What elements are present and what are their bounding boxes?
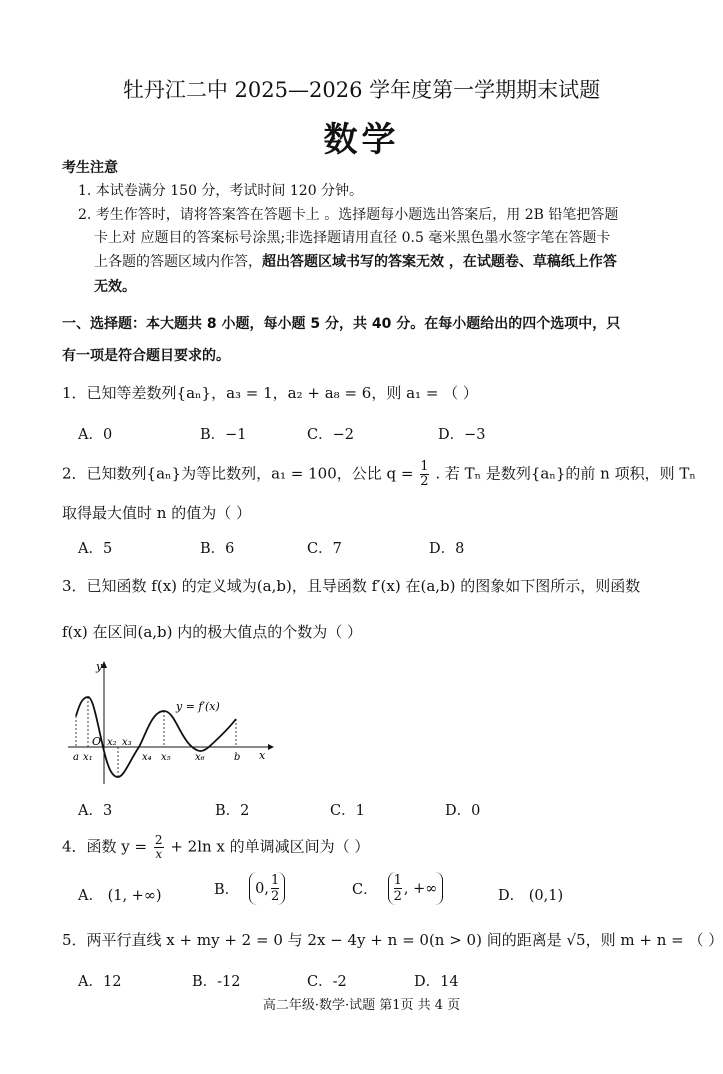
q2-ratio-den: 2 xyxy=(420,474,429,489)
section1-heading-line2: 有一项是符合题目要求的。 xyxy=(62,348,230,364)
q4-option-b-interval xyxy=(249,872,285,905)
notice-item-2-line2: 卡上对 应题目的答案标号涂黑;非选择题请用直径 0.5 毫米黑色墨水签字笔在答题卡 xyxy=(94,230,611,246)
q2-stem-line2: 取得最大值时 n 的值为（ ） xyxy=(62,504,251,522)
q1-option-c: C．−2 xyxy=(307,427,354,443)
derivative-graph xyxy=(62,656,282,786)
notice-item-2-line4: 无效。 xyxy=(94,279,136,295)
q3-stem-line1: 3．已知函数 f(x) 的定义域为(a,b)，且导函数 f′(x) 在(a,b) 的图象如下图所示，则函数 xyxy=(62,577,641,595)
q3-stem-line2: f(x) 在区间(a,b) 内的极大值点的个数为（ ） xyxy=(62,623,363,641)
q4-stem xyxy=(62,834,369,861)
notice-item-1: 1. 本试卷满分 150 分，考试时间 120 分钟。 xyxy=(78,183,364,199)
q4-fraction xyxy=(154,834,164,861)
tick-label-x3: x₃ xyxy=(122,737,132,748)
q3-option-d: D．0 xyxy=(445,803,481,819)
exam-title: 牡丹江二中 2025—2026 学年度第一学期期末试题 xyxy=(122,78,601,102)
q2-option-b: B．6 xyxy=(200,541,235,557)
q4-fraction-den: x xyxy=(155,847,163,861)
q5-option-d: D．14 xyxy=(414,974,459,990)
q2-stem-part2: . 若 Tₙ 是数列{aₙ}的前 n 项积，则 Tₙ xyxy=(435,464,696,483)
section1-heading-line1: 一、选择题：本大题共 8 小题，每小题 5 分，共 40 分。在每小题给出的四个选项中，只 xyxy=(62,316,621,332)
tick-label-b: b xyxy=(234,752,241,763)
q5-option-c: C．-2 xyxy=(307,974,347,990)
q4-option-d: D． (0,1) xyxy=(498,888,564,904)
q5-stem: 5．两平行直线 x + my + 2 = 0 与 2x − 4y + n = 0(n > 0) 间的距离是 √5，则 m + n = （ ） xyxy=(62,931,723,949)
y-axis-label: y xyxy=(96,660,103,673)
q4-fraction-num: 2 xyxy=(154,833,163,847)
notice-heading: 考生注意 xyxy=(62,160,118,176)
tick-label-x2: x₂ xyxy=(107,737,117,748)
q4-option-c-fraction xyxy=(394,873,402,904)
notice-item-2-line3-bold: 超出答题区域书写的答案无效 ，在试题卷、草稿纸上作答 xyxy=(262,254,617,270)
q4-option-c-den: 2 xyxy=(393,889,402,904)
q4-option-b-left: 0, xyxy=(255,880,269,897)
notice-item-2-line3-normal: 上各题的答题区域内作答， xyxy=(94,254,262,270)
q3-option-c: C．1 xyxy=(330,803,365,819)
tick-label-x1: x₁ xyxy=(83,752,93,763)
q4-option-b-fraction xyxy=(271,873,279,904)
q1-option-a: A．0 xyxy=(78,427,113,443)
notice-item-2-line1: 2. 考生作答时，请将答案答在答题卡上 。选择题每小题选出答案后，用 2B 铅笔把答题 xyxy=(78,207,619,223)
page-footer: 高二年级·数学·试题 第1页 共 4 页 xyxy=(262,998,461,1013)
tick-label-x4: x₄ xyxy=(142,752,152,763)
q1-option-b: B．−1 xyxy=(200,427,247,443)
x-axis-arrow xyxy=(268,744,274,750)
q4-option-b-label: B． xyxy=(214,882,240,898)
q3-option-a: A．3 xyxy=(78,803,113,819)
q4-option-b-num: 1 xyxy=(271,873,280,888)
q4-option-c-label: C． xyxy=(352,882,378,898)
q1-option-d: D．−3 xyxy=(438,427,486,443)
tick-label-x6: x₆ xyxy=(195,752,205,763)
q4-option-b xyxy=(214,872,285,905)
q4-stem-part2: + 2ln x 的单调减区间为（ ） xyxy=(170,837,370,856)
q1-stem: 1．已知等差数列{aₙ}，a₃ = 1，a₂ + a₈ = 6，则 a₁ = （ ） xyxy=(62,384,478,402)
origin-label: O xyxy=(92,735,102,748)
q2-ratio-num: 1 xyxy=(420,459,429,474)
q2-ratio-fraction xyxy=(420,460,428,489)
q4-option-c-right: , +∞ xyxy=(403,880,438,897)
q4-option-c-num: 1 xyxy=(393,873,402,888)
subject-title: 数学 xyxy=(323,120,400,160)
q4-option-c xyxy=(352,872,443,905)
q2-option-d: D．8 xyxy=(429,541,465,557)
q4-stem-part1: 4．函数 y = xyxy=(62,837,148,856)
q4-option-b-den: 2 xyxy=(271,889,280,904)
q4-option-a: A． (1, +∞) xyxy=(78,888,162,904)
q5-option-b: B．-12 xyxy=(192,974,241,990)
q2-stem-part1: 2．已知数列{aₙ}为等比数列，a₁ = 100，公比 q = xyxy=(62,464,414,483)
q3-option-b: B．2 xyxy=(215,803,250,819)
q2-option-a: A．5 xyxy=(78,541,113,557)
notice-item-2-line3 xyxy=(94,251,617,271)
q2-stem-line1 xyxy=(62,460,696,489)
q5-option-a: A．12 xyxy=(78,974,122,990)
x-axis-label: x xyxy=(259,749,266,762)
tick-label-a: a xyxy=(73,752,79,763)
curve-label: y = f′(x) xyxy=(176,700,220,713)
tick-label-x5: x₅ xyxy=(161,752,171,763)
q4-option-c-interval xyxy=(388,872,444,905)
q2-option-c: C．7 xyxy=(307,541,342,557)
